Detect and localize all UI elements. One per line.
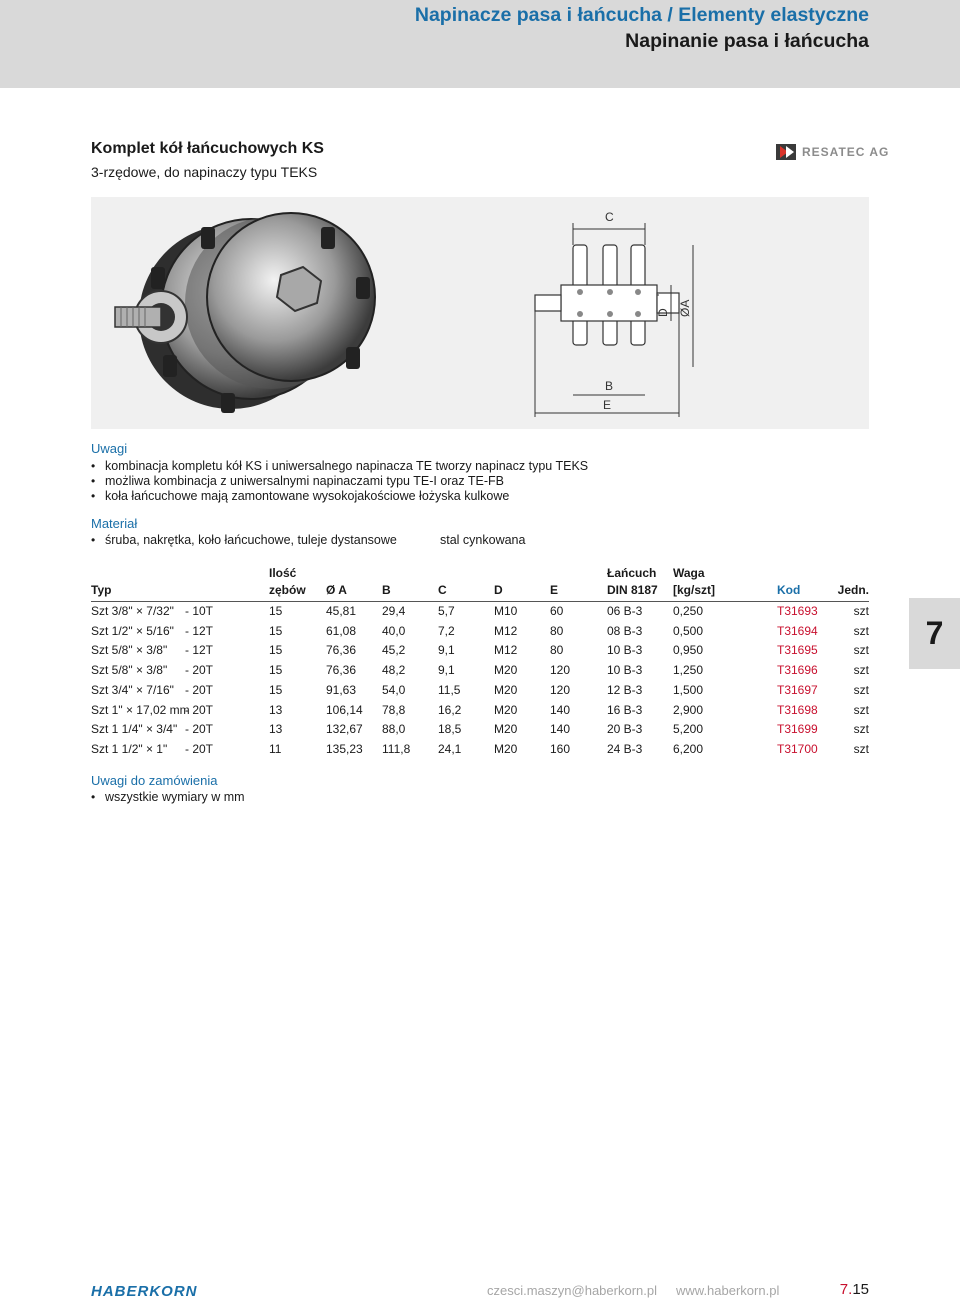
cell-zeby: - 20T [185,702,214,717]
cell-c: 5,7 [438,604,455,618]
brand-name: RESATEC AG [802,145,890,159]
cell-typ: Szt 1 1/2" × 1" [91,741,168,756]
col-d: D [494,583,503,597]
cell-e: 120 [550,663,571,678]
cell-a: 135,23 [326,741,363,756]
cell-ilosc: 15 [269,604,283,618]
product-figure [91,197,869,429]
cell-c: 7,2 [438,623,455,638]
cell-ilosc: 15 [269,663,283,678]
cell-d: M10 [494,604,518,618]
col-ilosc-1: Ilość [269,566,297,580]
note-item: • koła łańcuchowe mają zamontowane wysokojakościowe łożyska kulkowe [91,489,588,504]
cell-lancuch: 12 B-3 [607,682,643,697]
label-d: D [656,308,670,317]
cell-b: 111,8 [382,741,411,756]
cell-e: 160 [550,741,571,756]
chapter-number: 7. [839,1281,853,1298]
cell-typ: Szt 5/8" × 3/8" [91,643,168,658]
cell-typ: Szt 3/4" × 7/16" [91,682,174,697]
cell-a: 132,67 [326,722,363,737]
cell-typ: Szt 1" × 17,02 mm [91,702,190,717]
footer-email[interactable]: czesci.maszyn@haberkorn.pl [487,1283,657,1298]
product-subtitle: 3-rzędowe, do napinaczy typu TEKS [91,164,318,180]
cell-waga: 1,250 [673,663,704,678]
cell-e: 80 [550,643,564,658]
cell-ilosc: 15 [269,623,283,638]
cell-ilosc: 15 [269,643,283,658]
cell-e: 120 [550,682,571,697]
cell-d: M20 [494,663,518,678]
page-title: Napinacze pasa i łańcucha / Elementy elastyczne [414,4,869,26]
cell-lancuch: 20 B-3 [607,722,643,737]
page-subtitle: Napinanie pasa i łańcucha [625,30,869,52]
label-e: E [603,398,612,412]
cell-a: 61,08 [326,623,357,638]
cell-lancuch: 24 B-3 [607,741,643,756]
cell-zeby: - 20T [185,741,214,756]
cell-kod: T31696 [777,663,818,678]
cell-lancuch: 10 B-3 [607,663,643,678]
note-item: • kombinacja kompletu kół KS i uniwersalnego napinacza TE tworzy napinacz typu TEKS [91,459,588,474]
cell-a: 106,14 [326,702,363,717]
cell-lancuch: 06 B-3 [607,604,643,618]
cell-waga: 6,200 [673,741,704,756]
table-row [91,661,869,681]
cell-b: 88,0 [382,722,406,737]
cell-e: 140 [550,702,571,717]
cell-jedn: szt [853,682,869,697]
cell-typ: Szt 3/8" × 7/32" [91,604,174,618]
order-notes-title: Uwagi do zamówienia [91,773,218,788]
cell-kod: T31698 [777,702,818,717]
table-row [91,641,869,661]
cell-waga: 0,500 [673,623,704,638]
cell-kod: T31693 [777,604,818,618]
material-value: stal cynkowana [440,533,526,547]
resatec-arrow-icon [776,144,796,160]
col-waga-1: Waga [673,566,705,580]
cell-zeby: - 20T [185,722,214,737]
cell-ilosc: 13 [269,702,283,717]
cell-zeby: - 20T [185,682,214,697]
col-waga-2: [kg/szt] [673,583,715,597]
cell-c: 18,5 [438,722,462,737]
header-band [0,0,960,88]
cell-d: M12 [494,643,518,658]
cell-waga: 0,250 [673,604,704,618]
notes-title: Uwagi [91,441,128,456]
cell-e: 80 [550,623,564,638]
col-jedn: Jedn. [837,583,869,597]
col-e: E [550,583,559,597]
cell-a: 76,36 [326,643,357,658]
cell-a: 76,36 [326,663,357,678]
col-b: B [382,583,391,597]
cell-waga: 2,900 [673,702,704,717]
table-row [91,720,869,740]
material-title: Materiał [91,516,138,531]
cell-b: 45,2 [382,643,406,658]
cell-ilosc: 11 [269,741,282,756]
cell-jedn: szt [853,643,869,658]
cell-d: M20 [494,722,518,737]
order-notes-list [91,790,245,805]
col-ilosc-2: zębów [269,583,306,597]
label-b: B [605,379,614,393]
cell-zeby: - 12T [185,643,214,658]
cell-d: M20 [494,682,518,697]
sprocket-photo [91,197,411,429]
haberkorn-logo: HABERKORN [91,1283,198,1300]
brand-logo [776,144,889,160]
cell-c: 9,1 [438,643,455,658]
notes-list [91,459,588,504]
cell-jedn: szt [853,702,869,717]
col-a: Ø A [326,583,347,597]
cell-kod: T31699 [777,722,818,737]
product-title: Komplet kół łańcuchowych KS [91,140,324,157]
cell-jedn: szt [853,604,869,618]
page-number-value: 15 [852,1281,869,1298]
label-c: C [605,210,614,224]
cell-kod: T31700 [777,741,818,756]
cell-jedn: szt [853,741,869,756]
cell-zeby: - 12T [185,623,214,638]
cell-e: 140 [550,722,571,737]
cell-d: M20 [494,702,518,717]
cell-kod: T31694 [777,623,818,638]
cell-typ: Szt 1 1/4" × 3/4" [91,722,178,737]
label-a: ØA [678,299,692,317]
cell-waga: 0,950 [673,643,704,658]
cell-d: M12 [494,623,518,638]
note-item: • możliwa kombinacja z uniwersalnymi napinaczami typu TE-I oraz TE-FB [91,474,588,489]
cell-kod: T31697 [777,682,818,697]
cell-jedn: szt [853,722,869,737]
col-lancuch-2: DIN 8187 [607,583,658,597]
cell-jedn: szt [853,663,869,678]
cell-c: 16,2 [438,702,462,717]
page-number [840,1281,869,1298]
cell-lancuch: 16 B-3 [607,702,643,717]
table-row [91,622,869,642]
cell-d: M20 [494,741,518,756]
cell-b: 54,0 [382,682,406,697]
cell-kod: T31695 [777,643,818,658]
cell-e: 60 [550,604,564,618]
col-typ: Typ [91,583,112,597]
cell-c: 24,1 [438,741,462,756]
col-lancuch-1: Łańcuch [607,566,657,580]
cell-ilosc: 13 [269,722,283,737]
technical-drawing [521,197,721,429]
col-c: C [438,583,447,597]
table-row [91,701,869,721]
order-note-item: • wszystkie wymiary w mm [91,790,245,805]
footer-website[interactable]: www.haberkorn.pl [676,1283,780,1298]
cell-waga: 1,500 [673,682,704,697]
cell-a: 45,81 [326,604,357,618]
cell-zeby: - 10T [185,604,214,618]
cell-b: 78,8 [382,702,406,717]
material-list [91,533,397,548]
cell-b: 48,2 [382,663,406,678]
cell-b: 29,4 [382,604,406,618]
cell-a: 91,63 [326,682,357,697]
col-kod: Kod [777,583,801,597]
cell-lancuch: 10 B-3 [607,643,643,658]
cell-zeby: - 20T [185,663,214,678]
cell-lancuch: 08 B-3 [607,623,643,638]
cell-typ: Szt 1/2" × 5/16" [91,623,174,638]
cell-c: 11,5 [438,682,461,697]
table-row [91,602,869,622]
cell-typ: Szt 5/8" × 3/8" [91,663,168,678]
table-header [91,566,869,602]
cell-ilosc: 15 [269,682,283,697]
cell-jedn: szt [853,623,869,638]
cell-c: 9,1 [438,663,455,678]
chapter-tab: 7 [909,598,960,669]
cell-b: 40,0 [382,623,406,638]
table-row [91,681,869,701]
material-item: • śruba, nakrętka, koło łańcuchowe, tuleje dystansowe [91,533,397,548]
table-row [91,740,869,760]
cell-waga: 5,200 [673,722,704,737]
